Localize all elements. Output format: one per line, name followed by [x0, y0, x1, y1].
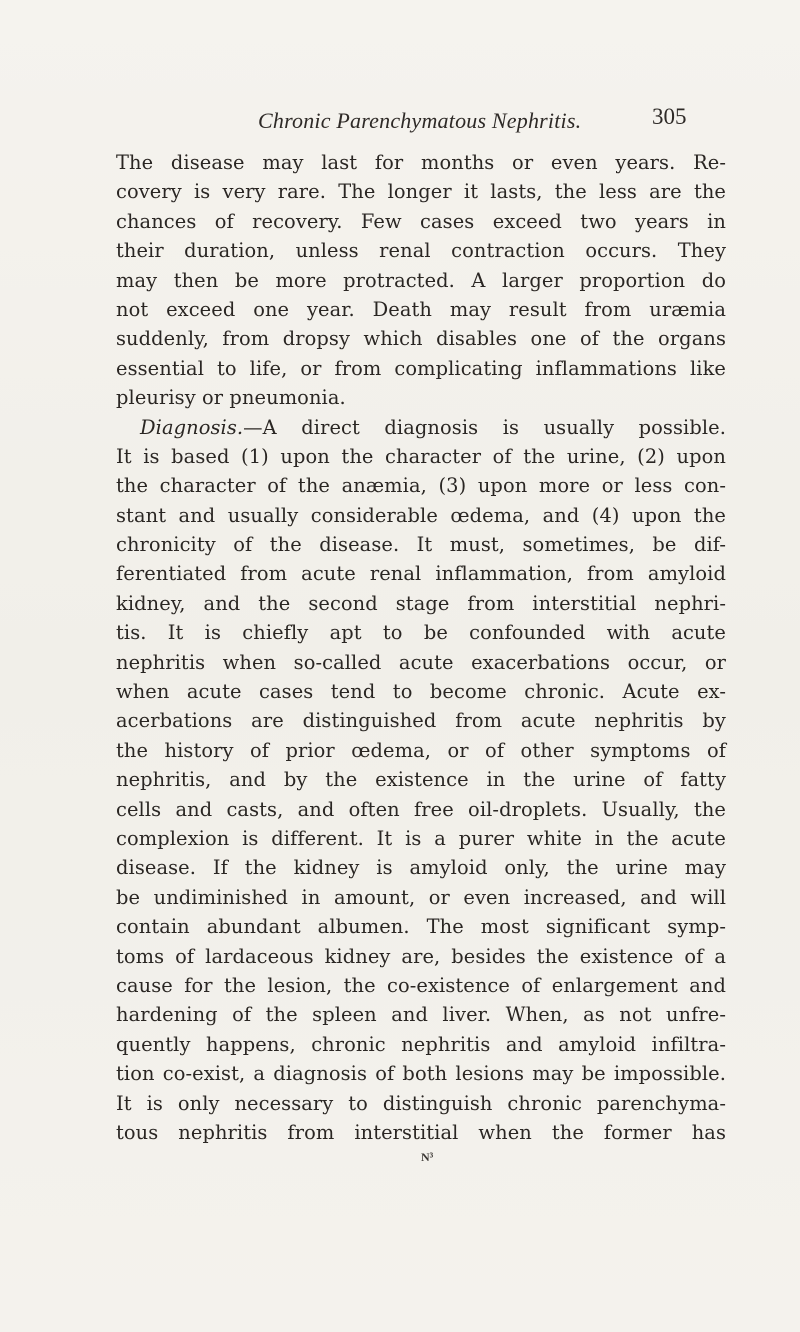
text-line: pleurisy or pneumonia.: [116, 386, 346, 410]
text-line: not exceed one year. Death may result from uræmia: [116, 297, 726, 321]
text-line: acerbations are distinguished from acute nephritis by: [116, 709, 726, 733]
text-line: may then be more protracted. A larger proportion do: [116, 268, 726, 292]
text-line: It is based (1) upon the character of the urine, (2) upon: [116, 444, 726, 468]
text-line: complexion is different. It is a purer white in the acute: [116, 826, 726, 850]
text-line: tion co-exist, a diagnosis of both lesions may be impossible.: [116, 1062, 726, 1086]
text-line: be undiminished in amount, or even increased, and will: [116, 885, 726, 909]
text-line: The disease may last for months or even years. Re-: [116, 151, 726, 174]
diagnosis-heading: Diagnosis.: [140, 415, 244, 439]
section-heading-line: [116, 413, 726, 442]
text-line: hardening of the spleen and liver. When, as not unfre-: [116, 1003, 726, 1027]
text-line: contain abundant albumen. The most significant symp-: [116, 915, 726, 939]
text-line: covery is very rare. The longer it lasts, the less are the: [116, 180, 726, 204]
text-line: suddenly, from dropsy which disables one of the organs: [116, 327, 726, 351]
text-line: cause for the lesion, the co-existence of enlargement and: [116, 973, 726, 997]
text-line: chronicity of the disease. It must, sometimes, be dif-: [116, 533, 726, 557]
text-line: tis. It is chiefly apt to be confounded with acute: [116, 621, 726, 645]
text-line: cells and casts, and often free oil-droplets. Usually, the: [116, 797, 726, 821]
text-line: chances of recovery. Few cases exceed two years in: [116, 209, 726, 233]
text-line: ferentiated from acute renal inflammation, from amyloid: [116, 562, 726, 586]
text-line: essential to life, or from complicating inflammations like: [116, 356, 726, 380]
text-line: quently happens, chronic nephritis and amyloid infiltra-: [116, 1032, 726, 1056]
diagnosis-lead-text: —A direct diagnosis is usually possible.: [243, 415, 726, 439]
page-number: 305: [652, 104, 687, 129]
text-line: stant and usually considerable œdema, and (4) upon the: [116, 503, 726, 527]
body-text: [116, 148, 726, 1147]
running-title: Chronic Parenchymatous Nephritis.: [258, 108, 582, 133]
text-line: nephritis when so-called acute exacerbations occur, or: [116, 650, 726, 674]
text-line: tous nephritis from interstitial when the former has: [116, 1120, 726, 1144]
text-line: kidney, and the second stage from interstitial nephri-: [116, 591, 726, 615]
text-line: disease. If the kidney is amyloid only, the urine may: [116, 856, 726, 880]
text-line: toms of lardaceous kidney are, besides the existence of a: [116, 944, 726, 968]
text-line: the history of prior œdema, or of other symptoms of: [116, 738, 726, 762]
text-line: when acute cases tend to become chronic. Acute ex-: [116, 680, 726, 704]
text-line: It is only necessary to distinguish chronic parenchyma-: [116, 1091, 726, 1115]
text-line: the character of the anæmia, (3) upon more or less con-: [116, 474, 726, 498]
text-line: nephritis, and by the existence in the urine of fatty: [116, 768, 726, 792]
text-line: their duration, unless renal contraction occurs. They: [116, 239, 726, 263]
signature-mark: N³: [421, 1150, 434, 1164]
